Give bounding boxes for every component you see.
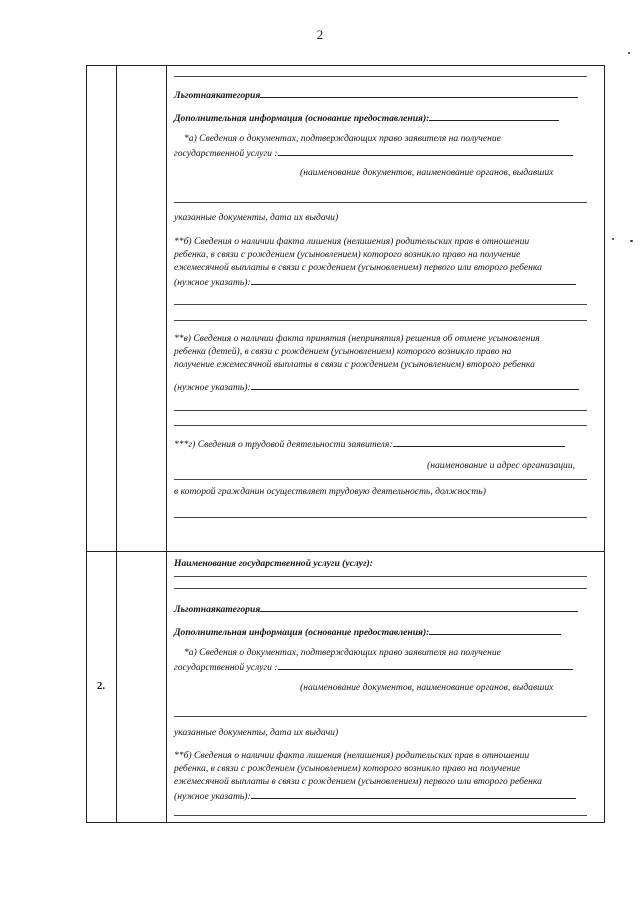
item-b-text: (нужное указать): xyxy=(174,789,594,804)
fill-line xyxy=(174,320,587,321)
scan-speck xyxy=(612,238,614,240)
page-number: 2 xyxy=(316,27,324,42)
item-v-text: ребенка (детей), в связи с рождением (усыновлением) которого возникло право на xyxy=(174,346,512,357)
fill-line xyxy=(174,76,587,77)
item-a-hint: (наименование документов, наименование органов, выдавших xyxy=(300,682,554,693)
fill-line xyxy=(174,716,587,717)
benefit-category-label: Льготнаякатегория xyxy=(174,602,594,617)
item-g-hint: (наименование и адрес организации, xyxy=(427,460,576,471)
scan-speck xyxy=(628,52,630,54)
item-b-text: **б) Сведения о наличии факта лишения (нелишения) родительских прав в отношении xyxy=(174,750,530,761)
row-number: 2. xyxy=(96,680,106,692)
table-row-divider xyxy=(86,551,605,552)
fill-line xyxy=(174,202,587,203)
item-g-hint: в которой гражданин осуществляет трудовую деятельность, должность) xyxy=(174,486,486,497)
scan-speck xyxy=(630,240,633,242)
fill-line xyxy=(174,479,587,480)
item-a-text: *а) Сведения о документах, подтверждающих право заявителя на получение xyxy=(184,647,501,658)
fill-line xyxy=(174,517,587,518)
fill-line xyxy=(174,425,587,426)
fill-line xyxy=(174,410,587,411)
fill-line xyxy=(174,588,587,589)
fill-line xyxy=(174,304,587,305)
item-v-text: получение ежемесячной выплаты в связи с рождением (усыновлением) второго ребенка xyxy=(174,359,535,370)
item-a-hint: указанные документы, дата их выдачи) xyxy=(174,212,339,223)
item-a-text: *а) Сведения о документах, подтверждающих право заявителя на получение xyxy=(184,133,501,144)
item-a-hint: (наименование документов, наименование органов, выдавших xyxy=(300,167,554,178)
fill-line xyxy=(174,576,587,577)
item-b-text: ежемесячной выплаты в связи с рождением (усыновлением) первого или второго ребенка xyxy=(174,262,542,273)
additional-info-label: Дополнительная информация (основание предоставления): xyxy=(174,111,594,126)
item-b-text: **б) Сведения о наличии факта лишения (нелишения) родительских прав в отношении xyxy=(174,236,530,247)
item-b-text: ребенка, в связи с рождением (усыновлением) которого возникло право на получение xyxy=(174,763,521,774)
table-col-divider-2 xyxy=(166,65,167,823)
item-v-text: **в) Сведения о наличии факта принятия (непринятия) решения об отмене усыновления xyxy=(174,333,540,344)
item-a-text: государственной услуги : xyxy=(174,660,594,675)
item-a-hint: указанные документы, дата их выдачи) xyxy=(174,727,339,738)
fill-line xyxy=(174,815,587,816)
item-v-text: (нужное указать): xyxy=(174,380,594,395)
service-name-label: Наименование государственной услуги (услуг): xyxy=(174,558,373,569)
item-a-text: государственной услуги : xyxy=(174,146,594,161)
item-g-text: ***г) Сведения о трудовой деятельности заявителя: xyxy=(174,437,594,452)
table-col-divider-1 xyxy=(116,65,117,823)
additional-info-label: Дополнительная информация (основание предоставления): xyxy=(174,625,594,640)
item-b-text: ежемесячной выплаты в связи с рождением (усыновлением) первого или второго ребенка xyxy=(174,776,542,787)
item-b-text: ребенка, в связи с рождением (усыновлением) которого возникло право на получение xyxy=(174,249,521,260)
benefit-category-label: Льготнаякатегория xyxy=(174,88,594,103)
item-b-text: (нужное указать): xyxy=(174,275,594,290)
